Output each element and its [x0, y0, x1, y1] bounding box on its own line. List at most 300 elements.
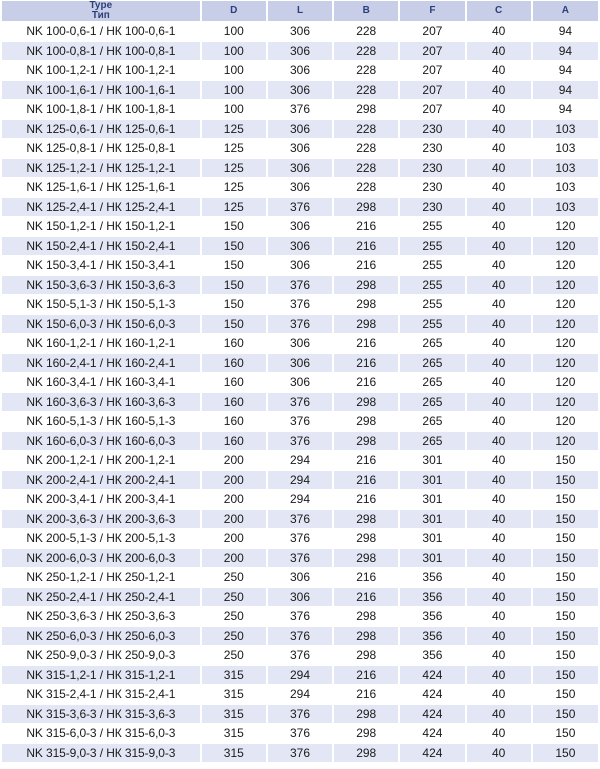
cell-f: 255: [400, 256, 464, 275]
cell-c: 40: [467, 529, 531, 548]
cell-l: 306: [268, 568, 332, 587]
table-row: [2, 276, 598, 295]
header-f: F: [400, 1, 464, 21]
cell-c: 40: [467, 549, 531, 568]
cell-type: NK 100-1,8-1 / НК 100-1,8-1: [2, 100, 200, 119]
table-row: [2, 315, 598, 334]
cell-f: 301: [400, 510, 464, 529]
header-b: B: [334, 1, 398, 21]
cell-c: 40: [467, 393, 531, 412]
header-row: [2, 1, 598, 21]
cell-a: 150: [533, 490, 598, 509]
cell-b: 216: [334, 217, 398, 236]
cell-a: 103: [533, 178, 598, 197]
cell-l: 376: [268, 705, 332, 724]
cell-type: NK 125-2,4-1 / НК 125-2,4-1: [2, 198, 200, 217]
cell-type: NK 250-3,6-3 / НК 250-3,6-3: [2, 607, 200, 626]
cell-d: 125: [202, 139, 266, 158]
cell-a: 150: [533, 705, 598, 724]
cell-l: 306: [268, 237, 332, 256]
cell-l: 306: [268, 139, 332, 158]
cell-f: 356: [400, 568, 464, 587]
cell-l: 376: [268, 510, 332, 529]
cell-l: 306: [268, 178, 332, 197]
cell-a: 120: [533, 295, 598, 314]
table-row: [2, 334, 598, 353]
cell-l: 294: [268, 666, 332, 685]
cell-type: NK 315-1,2-1 / НК 315-1,2-1: [2, 666, 200, 685]
cell-l: 294: [268, 471, 332, 490]
cell-d: 200: [202, 510, 266, 529]
cell-d: 200: [202, 549, 266, 568]
cell-type: NK 160-3,4-1 / НК 160-3,4-1: [2, 373, 200, 392]
cell-a: 120: [533, 373, 598, 392]
cell-type: NK 160-1,2-1 / НК 160-1,2-1: [2, 334, 200, 353]
table-row: [2, 159, 598, 178]
table-row: [2, 646, 598, 665]
cell-a: 120: [533, 432, 598, 451]
table-row: [2, 256, 598, 275]
cell-c: 40: [467, 354, 531, 373]
cell-c: 40: [467, 81, 531, 100]
cell-d: 200: [202, 471, 266, 490]
cell-l: 376: [268, 646, 332, 665]
cell-c: 40: [467, 276, 531, 295]
cell-a: 94: [533, 61, 598, 80]
cell-a: 103: [533, 120, 598, 139]
cell-b: 298: [334, 646, 398, 665]
cell-f: 356: [400, 646, 464, 665]
cell-l: 306: [268, 373, 332, 392]
cell-a: 150: [533, 646, 598, 665]
table-row: [2, 627, 598, 646]
cell-d: 100: [202, 61, 266, 80]
cell-l: 306: [268, 588, 332, 607]
cell-type: NK 200-1,2-1 / НК 200-1,2-1: [2, 451, 200, 470]
cell-a: 150: [533, 568, 598, 587]
cell-a: 103: [533, 139, 598, 158]
cell-type: NK 160-3,6-3 / НК 160-3,6-3: [2, 393, 200, 412]
cell-c: 40: [467, 178, 531, 197]
cell-b: 216: [334, 471, 398, 490]
cell-c: 40: [467, 139, 531, 158]
cell-type: NK 200-3,4-1 / НК 200-3,4-1: [2, 490, 200, 509]
cell-c: 40: [467, 217, 531, 236]
cell-a: 150: [533, 451, 598, 470]
cell-d: 150: [202, 237, 266, 256]
table-row: [2, 373, 598, 392]
cell-b: 216: [334, 237, 398, 256]
cell-b: 298: [334, 295, 398, 314]
cell-a: 150: [533, 549, 598, 568]
cell-c: 40: [467, 412, 531, 431]
header-c: C: [467, 1, 531, 21]
cell-c: 40: [467, 373, 531, 392]
cell-d: 315: [202, 685, 266, 704]
table-row: [2, 490, 598, 509]
cell-a: 150: [533, 529, 598, 548]
cell-f: 356: [400, 588, 464, 607]
cell-f: 356: [400, 627, 464, 646]
cell-type: NK 100-1,6-1 / НК 100-1,6-1: [2, 81, 200, 100]
table-row: [2, 432, 598, 451]
cell-b: 228: [334, 42, 398, 61]
cell-b: 298: [334, 412, 398, 431]
cell-type: NK 125-1,2-1 / НК 125-1,2-1: [2, 159, 200, 178]
cell-c: 40: [467, 607, 531, 626]
cell-b: 216: [334, 256, 398, 275]
cell-c: 40: [467, 159, 531, 178]
cell-a: 120: [533, 217, 598, 236]
cell-d: 315: [202, 705, 266, 724]
cell-d: 100: [202, 42, 266, 61]
cell-b: 298: [334, 393, 398, 412]
cell-type: NK 315-2,4-1 / НК 315-2,4-1: [2, 685, 200, 704]
cell-b: 216: [334, 490, 398, 509]
cell-f: 255: [400, 315, 464, 334]
cell-d: 250: [202, 607, 266, 626]
cell-d: 315: [202, 724, 266, 743]
cell-type: NK 200-6,0-3 / НК 200-6,0-3: [2, 549, 200, 568]
cell-d: 160: [202, 412, 266, 431]
cell-d: 160: [202, 354, 266, 373]
cell-type: NK 150-1,2-1 / НК 150-1,2-1: [2, 217, 200, 236]
cell-a: 120: [533, 256, 598, 275]
cell-c: 40: [467, 334, 531, 353]
cell-l: 376: [268, 724, 332, 743]
cell-f: 265: [400, 393, 464, 412]
cell-f: 301: [400, 529, 464, 548]
cell-d: 200: [202, 451, 266, 470]
cell-d: 250: [202, 568, 266, 587]
cell-a: 103: [533, 198, 598, 217]
cell-l: 376: [268, 295, 332, 314]
cell-l: 306: [268, 334, 332, 353]
table-row: [2, 568, 598, 587]
cell-f: 301: [400, 549, 464, 568]
cell-d: 150: [202, 256, 266, 275]
header-type-en: Type: [89, 0, 113, 11]
cell-l: 376: [268, 607, 332, 626]
cell-c: 40: [467, 471, 531, 490]
cell-f: 356: [400, 607, 464, 626]
cell-f: 255: [400, 276, 464, 295]
table-row: [2, 120, 598, 139]
cell-f: 255: [400, 295, 464, 314]
cell-type: NK 100-1,2-1 / НК 100-1,2-1: [2, 61, 200, 80]
cell-c: 40: [467, 627, 531, 646]
cell-d: 100: [202, 100, 266, 119]
cell-c: 40: [467, 666, 531, 685]
cell-type: NK 100-0,6-1 / НК 100-0,6-1: [2, 22, 200, 41]
cell-f: 301: [400, 471, 464, 490]
cell-f: 265: [400, 334, 464, 353]
cell-b: 228: [334, 120, 398, 139]
cell-l: 376: [268, 549, 332, 568]
cell-a: 150: [533, 607, 598, 626]
cell-b: 216: [334, 588, 398, 607]
table-row: [2, 666, 598, 685]
cell-b: 298: [334, 198, 398, 217]
cell-l: 376: [268, 315, 332, 334]
table-row: [2, 510, 598, 529]
cell-c: 40: [467, 510, 531, 529]
cell-b: 298: [334, 100, 398, 119]
table-row: [2, 451, 598, 470]
cell-c: 40: [467, 744, 531, 763]
cell-f: 230: [400, 159, 464, 178]
cell-l: 376: [268, 627, 332, 646]
cell-a: 120: [533, 393, 598, 412]
cell-l: 306: [268, 159, 332, 178]
table-row: [2, 529, 598, 548]
cell-b: 298: [334, 607, 398, 626]
cell-type: NK 200-2,4-1 / НК 200-2,4-1: [2, 471, 200, 490]
cell-d: 125: [202, 159, 266, 178]
cell-c: 40: [467, 705, 531, 724]
cell-d: 100: [202, 22, 266, 41]
cell-l: 306: [268, 81, 332, 100]
cell-f: 301: [400, 490, 464, 509]
cell-f: 265: [400, 412, 464, 431]
cell-b: 298: [334, 744, 398, 763]
cell-f: 265: [400, 354, 464, 373]
cell-a: 94: [533, 42, 598, 61]
cell-a: 120: [533, 412, 598, 431]
cell-b: 228: [334, 22, 398, 41]
cell-b: 228: [334, 139, 398, 158]
cell-d: 150: [202, 276, 266, 295]
cell-d: 150: [202, 217, 266, 236]
cell-b: 216: [334, 334, 398, 353]
cell-l: 306: [268, 120, 332, 139]
cell-d: 125: [202, 178, 266, 197]
cell-d: 250: [202, 646, 266, 665]
table-row: [2, 237, 598, 256]
cell-d: 100: [202, 81, 266, 100]
cell-b: 298: [334, 315, 398, 334]
header-d: D: [202, 1, 266, 21]
cell-l: 376: [268, 412, 332, 431]
cell-a: 120: [533, 315, 598, 334]
cell-c: 40: [467, 315, 531, 334]
cell-type: NK 315-9,0-3 / НК 315-9,0-3: [2, 744, 200, 763]
cell-b: 298: [334, 705, 398, 724]
cell-c: 40: [467, 42, 531, 61]
cell-a: 120: [533, 354, 598, 373]
cell-l: 294: [268, 685, 332, 704]
cell-f: 424: [400, 744, 464, 763]
cell-a: 120: [533, 334, 598, 353]
cell-type: NK 150-5,1-3 / НК 150-5,1-3: [2, 295, 200, 314]
cell-d: 160: [202, 432, 266, 451]
cell-l: 306: [268, 42, 332, 61]
table-row: [2, 61, 598, 80]
cell-c: 40: [467, 588, 531, 607]
cell-a: 150: [533, 588, 598, 607]
table-row: [2, 607, 598, 626]
cell-type: NK 200-3,6-3 / НК 200-3,6-3: [2, 510, 200, 529]
cell-f: 207: [400, 61, 464, 80]
table-row: [2, 549, 598, 568]
cell-type: NK 125-0,8-1 / НК 125-0,8-1: [2, 139, 200, 158]
cell-f: 230: [400, 139, 464, 158]
cell-c: 40: [467, 256, 531, 275]
cell-d: 125: [202, 198, 266, 217]
cell-b: 298: [334, 510, 398, 529]
table-row: [2, 354, 598, 373]
cell-f: 265: [400, 432, 464, 451]
cell-f: 301: [400, 451, 464, 470]
cell-type: NK 160-6,0-3 / НК 160-6,0-3: [2, 432, 200, 451]
cell-type: NK 150-3,6-3 / НК 150-3,6-3: [2, 276, 200, 295]
table-row: [2, 685, 598, 704]
cell-b: 298: [334, 529, 398, 548]
cell-a: 94: [533, 100, 598, 119]
cell-f: 255: [400, 237, 464, 256]
cell-l: 376: [268, 100, 332, 119]
cell-type: NK 200-5,1-3 / НК 200-5,1-3: [2, 529, 200, 548]
cell-f: 424: [400, 685, 464, 704]
cell-a: 103: [533, 159, 598, 178]
cell-type: NK 250-9,0-3 / НК 250-9,0-3: [2, 646, 200, 665]
cell-d: 250: [202, 627, 266, 646]
table-row: [2, 81, 598, 100]
cell-d: 160: [202, 373, 266, 392]
cell-type: NK 150-3,4-1 / НК 150-3,4-1: [2, 256, 200, 275]
cell-b: 298: [334, 627, 398, 646]
table-row: [2, 705, 598, 724]
table-row: [2, 22, 598, 41]
cell-b: 298: [334, 276, 398, 295]
cell-b: 298: [334, 724, 398, 743]
cell-c: 40: [467, 198, 531, 217]
cell-l: 294: [268, 490, 332, 509]
table-row: [2, 198, 598, 217]
cell-a: 150: [533, 627, 598, 646]
cell-b: 216: [334, 568, 398, 587]
cell-l: 306: [268, 354, 332, 373]
cell-l: 306: [268, 256, 332, 275]
cell-l: 376: [268, 744, 332, 763]
cell-type: NK 150-6,0-3 / НК 150-6,0-3: [2, 315, 200, 334]
cell-a: 94: [533, 22, 598, 41]
cell-b: 228: [334, 61, 398, 80]
cell-d: 200: [202, 529, 266, 548]
cell-f: 207: [400, 100, 464, 119]
cell-type: NK 125-1,6-1 / НК 125-1,6-1: [2, 178, 200, 197]
cell-type: NK 315-3,6-3 / НК 315-3,6-3: [2, 705, 200, 724]
header-l: L: [268, 1, 332, 21]
cell-b: 298: [334, 549, 398, 568]
cell-a: 150: [533, 666, 598, 685]
cell-c: 40: [467, 432, 531, 451]
cell-c: 40: [467, 568, 531, 587]
cell-f: 207: [400, 81, 464, 100]
table-row: [2, 744, 598, 763]
cell-l: 376: [268, 276, 332, 295]
cell-l: 306: [268, 22, 332, 41]
table-row: [2, 412, 598, 431]
cell-a: 120: [533, 276, 598, 295]
cell-c: 40: [467, 237, 531, 256]
cell-b: 228: [334, 178, 398, 197]
table-row: [2, 42, 598, 61]
table-row: [2, 295, 598, 314]
cell-f: 207: [400, 22, 464, 41]
cell-type: NK 250-1,2-1 / НК 250-1,2-1: [2, 568, 200, 587]
cell-c: 40: [467, 22, 531, 41]
cell-l: 294: [268, 451, 332, 470]
cell-a: 150: [533, 685, 598, 704]
cell-b: 228: [334, 159, 398, 178]
cell-c: 40: [467, 61, 531, 80]
cell-a: 94: [533, 81, 598, 100]
cell-type: NK 100-0,8-1 / НК 100-0,8-1: [2, 42, 200, 61]
cell-d: 125: [202, 120, 266, 139]
cell-d: 160: [202, 393, 266, 412]
table-row: [2, 588, 598, 607]
cell-b: 216: [334, 685, 398, 704]
cell-c: 40: [467, 100, 531, 119]
table-row: [2, 217, 598, 236]
cell-a: 120: [533, 237, 598, 256]
cell-a: 150: [533, 510, 598, 529]
table-row: [2, 724, 598, 743]
cell-d: 150: [202, 315, 266, 334]
cell-type: NK 315-6,0-3 / НК 315-6,0-3: [2, 724, 200, 743]
cell-l: 376: [268, 198, 332, 217]
cell-type: NK 160-2,4-1 / НК 160-2,4-1: [2, 354, 200, 373]
cell-d: 250: [202, 588, 266, 607]
cell-f: 230: [400, 178, 464, 197]
cell-d: 160: [202, 334, 266, 353]
cell-d: 150: [202, 295, 266, 314]
cell-l: 376: [268, 393, 332, 412]
table-row: [2, 139, 598, 158]
cell-c: 40: [467, 120, 531, 139]
table-row: [2, 393, 598, 412]
table-row: [2, 178, 598, 197]
cell-b: 216: [334, 373, 398, 392]
table-row: [2, 471, 598, 490]
table-body: [2, 22, 598, 762]
cell-c: 40: [467, 451, 531, 470]
cell-type: NK 150-2,4-1 / НК 150-2,4-1: [2, 237, 200, 256]
cell-f: 424: [400, 705, 464, 724]
cell-b: 298: [334, 432, 398, 451]
cell-f: 230: [400, 198, 464, 217]
cell-c: 40: [467, 490, 531, 509]
cell-l: 376: [268, 529, 332, 548]
cell-a: 150: [533, 724, 598, 743]
header-a: A: [533, 1, 598, 21]
cell-c: 40: [467, 295, 531, 314]
table-row: [2, 100, 598, 119]
cell-type: NK 250-6,0-3 / НК 250-6,0-3: [2, 627, 200, 646]
cell-d: 315: [202, 744, 266, 763]
cell-b: 216: [334, 451, 398, 470]
cell-c: 40: [467, 685, 531, 704]
cell-b: 216: [334, 354, 398, 373]
cell-f: 424: [400, 666, 464, 685]
cell-l: 306: [268, 217, 332, 236]
cell-b: 228: [334, 81, 398, 100]
cell-f: 207: [400, 42, 464, 61]
cell-type: NK 125-0,6-1 / НК 125-0,6-1: [2, 120, 200, 139]
cell-f: 255: [400, 217, 464, 236]
cell-f: 424: [400, 724, 464, 743]
